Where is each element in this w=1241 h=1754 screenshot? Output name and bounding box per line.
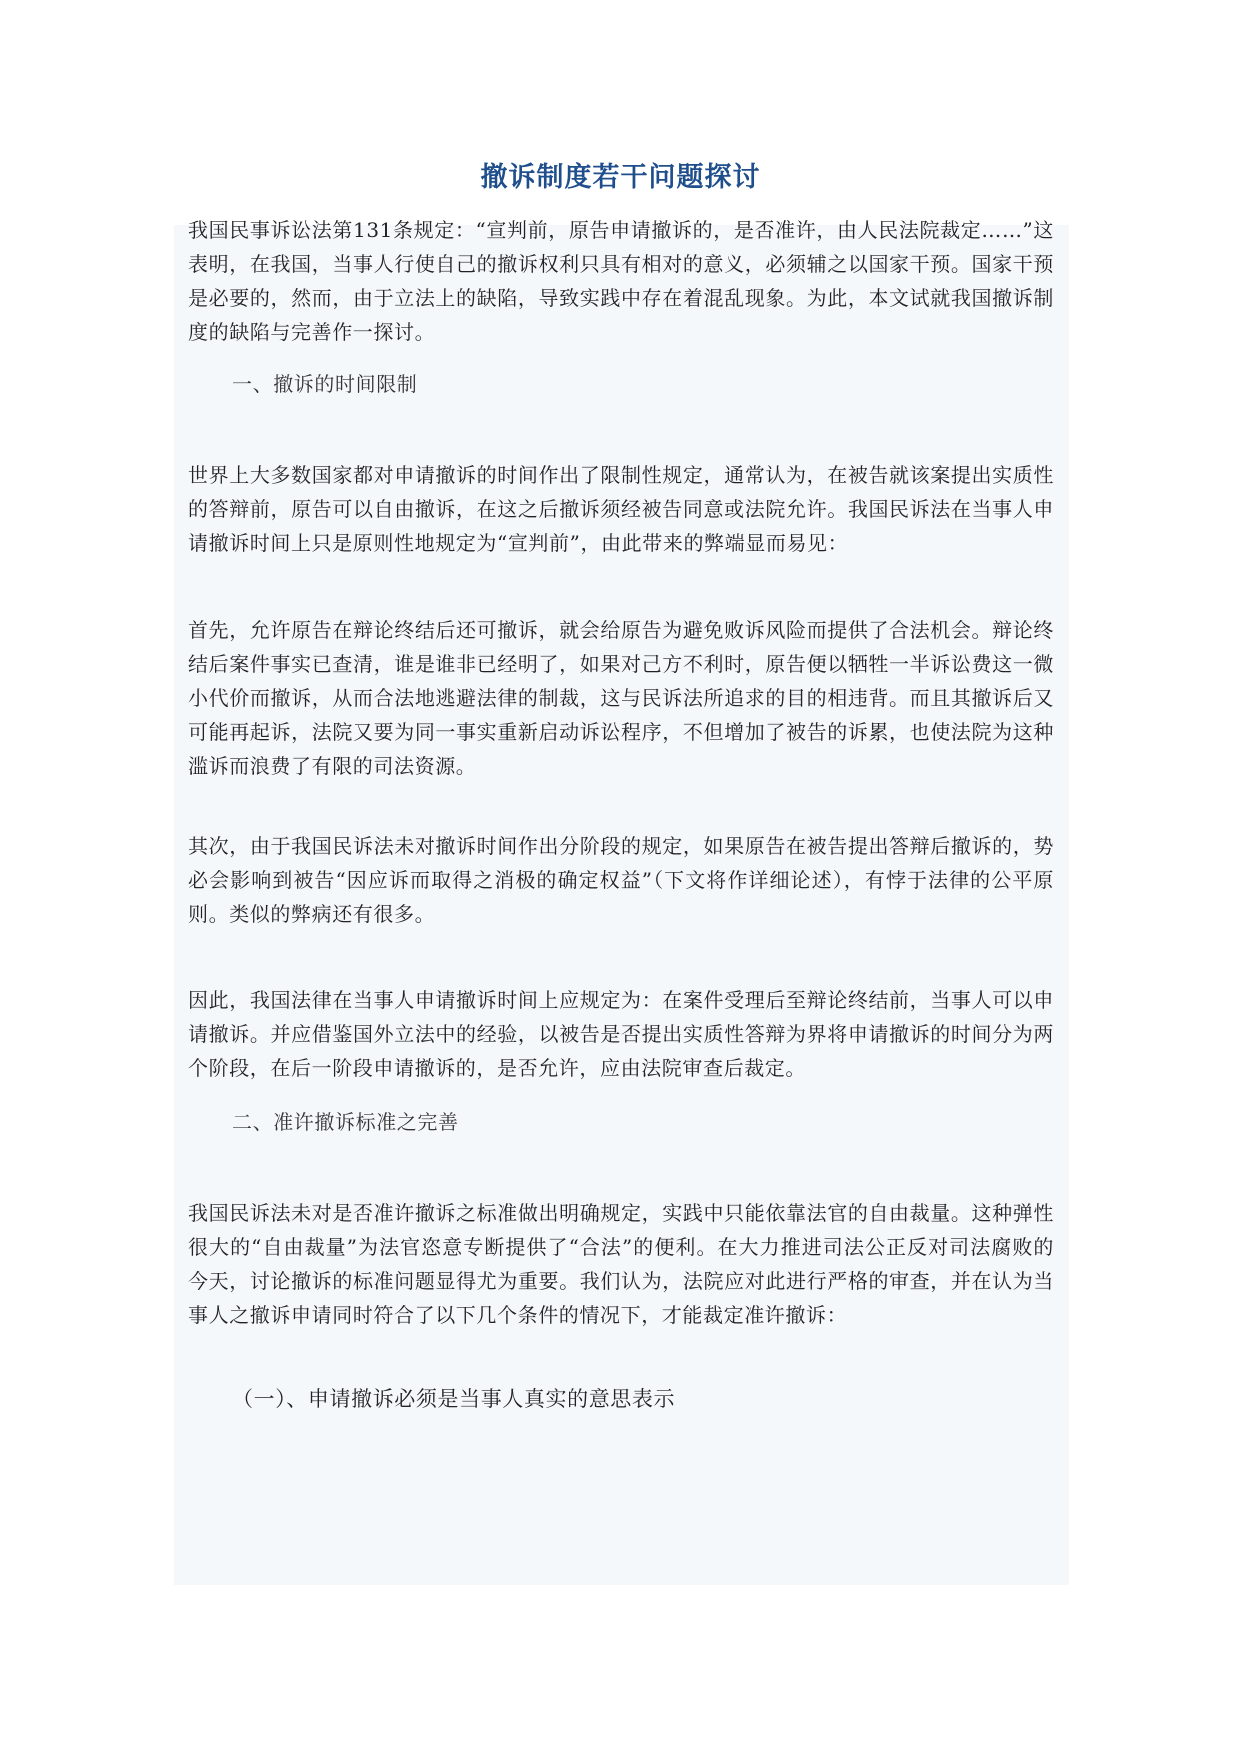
subsection-heading-true-intent: （一）、申请撤诉必须是当事人真实的意思表示 xyxy=(232,1387,676,1411)
paragraph-second-drawback: 其次，由于我国民诉法未对撤诉时间作出分阶段的规定，如果原告在被告提出答辩后撤诉的，势必会影响到被告“因应诉而取得之消极的确定权益”（下文将作详细论述），有悖于法律的公平原则。类似的弊病还有很多。 xyxy=(188,834,1054,926)
article-body xyxy=(174,218,1069,1585)
paragraph-proposal: 因此，我国法律在当事人申请撤诉时间上应规定为：在案件受理后至辩论终结前，当事人可以申请撤诉。并应借鉴国外立法中的经验，以被告是否提出实质性答辩为界将申请撤诉的时间分为两个阶段，在后一阶段申请撤诉的，是否允许，应由法院审查后裁定。 xyxy=(188,988,1054,1080)
section-heading-standards: 二、准许撤诉标准之完善 xyxy=(232,1110,459,1134)
paragraph-intro: 我国民事诉讼法第131条规定：“宣判前，原告申请撤诉的，是否准许，由人民法院裁定……”这表明，在我国，当事人行使自己的撤诉权利只具有相对的意义，必须辅之以国家干预。国家干预是必要的，然而，由于立法上的缺陷，导致实践中存在着混乱现象。为此，本文试就我国撤诉制度的缺陷与完善作一探讨。 xyxy=(188,218,1054,344)
page-title: 撤诉制度若干问题探讨 xyxy=(480,162,761,193)
paragraph-standards: 我国民诉法未对是否准许撤诉之标准做出明确规定，实践中只能依靠法官的自由裁量。这种弹性很大的“自由裁量”为法官恣意专断提供了“合法”的便利。在大力推进司法公正反对司法腐败的今天，讨论撤诉的标准问题显得尤为重要。我们认为，法院应对此进行严格的审查，并在认为当事人之撤诉申请同时符合了以下几个条件的情况下，才能裁定准许撤诉： xyxy=(188,1201,1054,1327)
paragraph-time-limit-overview: 世界上大多数国家都对申请撤诉的时间作出了限制性规定，通常认为，在被告就该案提出实质性的答辩前，原告可以自由撤诉，在这之后撤诉须经被告同意或法院允许。我国民诉法在当事人申请撤诉时间上只是原则性地规定为“宣判前”，由此带来的弊端显而易见： xyxy=(188,463,1054,555)
paragraph-first-drawback: 首先，允许原告在辩论终结后还可撤诉，就会给原告为避免败诉风险而提供了合法机会。辩论终结后案件事实已查清，谁是谁非已经明了，如果对己方不利时，原告便以牺牲一半诉讼费这一微小代价而撤诉，从而合法地逃避法律的制裁，这与民诉法所追求的目的相违背。而且其撤诉后又可能再起诉，法院又要为同一事实重新启动诉讼程序，不但增加了被告的诉累，也使法院为这种滥诉而浪费了有限的司法资源。 xyxy=(188,618,1054,778)
section-heading-time-limit: 一、撤诉的时间限制 xyxy=(232,372,418,396)
